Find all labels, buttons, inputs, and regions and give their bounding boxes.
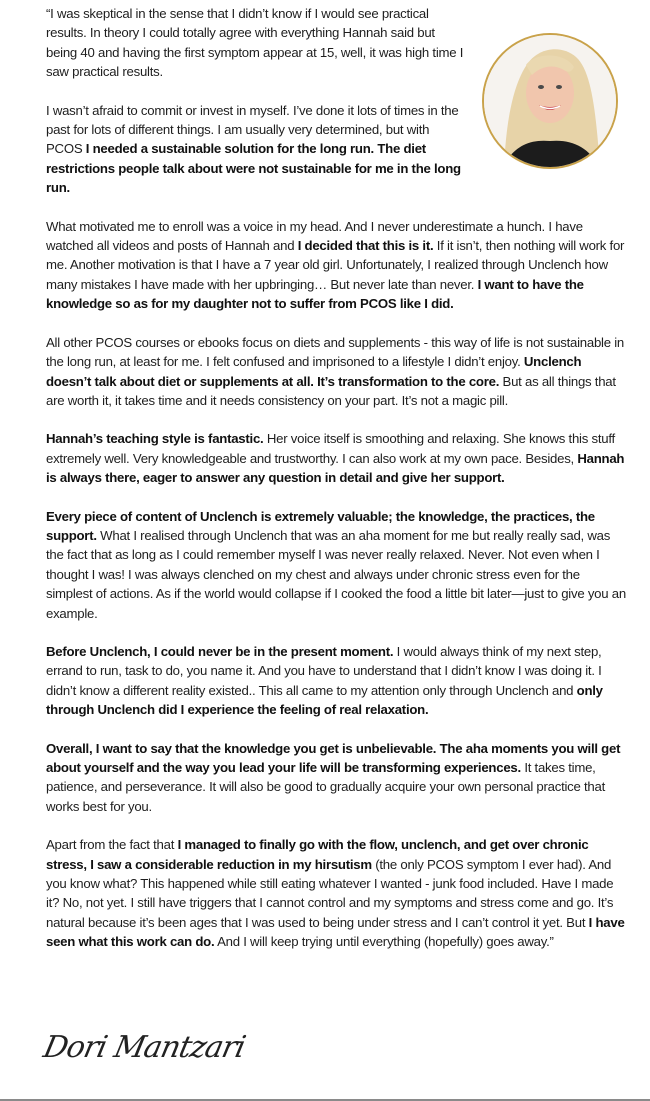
text: If it isn’t, then nothing will work for me. Another motivation is that I have a 7 year old girl. Unfortunately, I realized through Unclench how many mistakes I have made with her upbringing… But never late than never. bbox=[46, 238, 625, 292]
bold-text: Unclench doesn’t talk about diet or supplements at all. It’s transformation to the core. bbox=[46, 354, 582, 389]
testimonial-paragraph bbox=[46, 739, 626, 817]
bold-text: Before Unclench, I could never be in the present moment. bbox=[46, 643, 394, 659]
bold-text: I decided that this is it. bbox=[297, 238, 434, 254]
bold-text: I needed a sustainable solution for the long run. The diet restrictions people talk about were not sustainable for me in the long run. bbox=[46, 141, 461, 196]
text: I would always think of my next step, errand to run, task to do, you name it. And you have to understand that I didn’t know I was doing it. I didn’t know a different reality existed.. This all came to my attention only through Unclench and bbox=[46, 643, 602, 698]
bold-text: Hannah is always there, eager to answer any question in detail and give her support. bbox=[46, 450, 625, 486]
testimonial-body bbox=[46, 4, 626, 971]
text: (the only PCOS symptom I ever had). And you know what? This happened while still eating whatever I wanted - junk food included. Have I made it? No, not yet. I still have triggers that I cannot control and my symptoms and stress come and go. It’s natural because it’s been ages that I was used to being under stress and I can’t control it yet. But bbox=[46, 856, 614, 930]
text: I wasn’t afraid to commit or invest in myself. I’ve done it lots of times in the past for lots of different things. I am usually very determined, but with PCOS bbox=[46, 102, 459, 157]
bold-text: Hannah’s teaching style is fantastic. bbox=[46, 431, 264, 447]
bold-text: I want to have the knowledge so as for my daughter not to suffer from PCOS like I did. bbox=[46, 276, 584, 312]
bold-text: I have seen what this work can do. bbox=[46, 914, 625, 950]
signature: Dori Mantzari bbox=[40, 1030, 248, 1065]
bold-text: only through Unclench did I experience the feeling of real relaxation. bbox=[46, 682, 603, 718]
text: But as all things that are worth it, it takes time and it needs consistency on your part. It’s not a magic pill. bbox=[46, 373, 616, 408]
testimonial-paragraph bbox=[46, 835, 626, 951]
bold-text: Every piece of content of Unclench is extremely valuable; the knowledge, the practices, the support. bbox=[46, 508, 595, 543]
bold-text: I managed to finally go with the flow, unclench, and get over chronic stress, I saw a considerable reduction in my hirsutism bbox=[46, 837, 589, 872]
text: All other PCOS courses or ebooks focus on diets and supplements - this way of life is not sustainable in the long run, at least for me. I felt confused and imprisoned to a lifestyle I didn’t enjoy. bbox=[46, 334, 625, 370]
testimonial-paragraph bbox=[46, 101, 466, 198]
text: What motivated me to enroll was a voice in my head. And I never underestimate a hunch. I have watched all videos and posts of Hannah and bbox=[46, 218, 583, 254]
bold-text: Overall, I want to say that the knowledge you get is unbelievable. The aha moments you will get about yourself and the way you lead your life will be transforming experiences. bbox=[46, 740, 621, 775]
text: “I was skeptical in the sense that I didn’t know if I would see practical results. In theory I could totally agree with everything Hannah said but being 40 and having the first symptom appear at 15, well, it was high time I saw practical results. bbox=[46, 6, 464, 80]
testimonial-paragraph bbox=[46, 429, 626, 487]
testimonial-paragraph bbox=[46, 4, 466, 82]
text: And I will keep trying until everything (hopefully) goes away.” bbox=[214, 934, 554, 950]
text: What I realised through Unclench that was an aha moment for me but really really sad, was the fact that as long as I could remember myself I was never really relaxed. Never. Not even when I thought I was! I was always clenched on my chest and always under chronic stress even for the simplest of actions. As if the world would collapse if I cooked the food a little bit later—just to give you an example. bbox=[46, 527, 626, 621]
text: Apart from the fact that bbox=[46, 837, 178, 853]
testimonial-paragraph bbox=[46, 642, 626, 720]
testimonial-paragraph bbox=[46, 507, 626, 623]
text: Her voice itself is smoothing and relaxing. She knows this stuff extremely well. Very knowledgeable and trustworthy. I can also work at my own pace. Besides, bbox=[46, 431, 615, 466]
text: It takes time, patience, and perseverance. It will also be good to gradually acquire your own personal practice that works best for you. bbox=[46, 760, 606, 814]
testimonial-paragraph bbox=[46, 217, 626, 314]
testimonial-paragraph bbox=[46, 333, 626, 411]
